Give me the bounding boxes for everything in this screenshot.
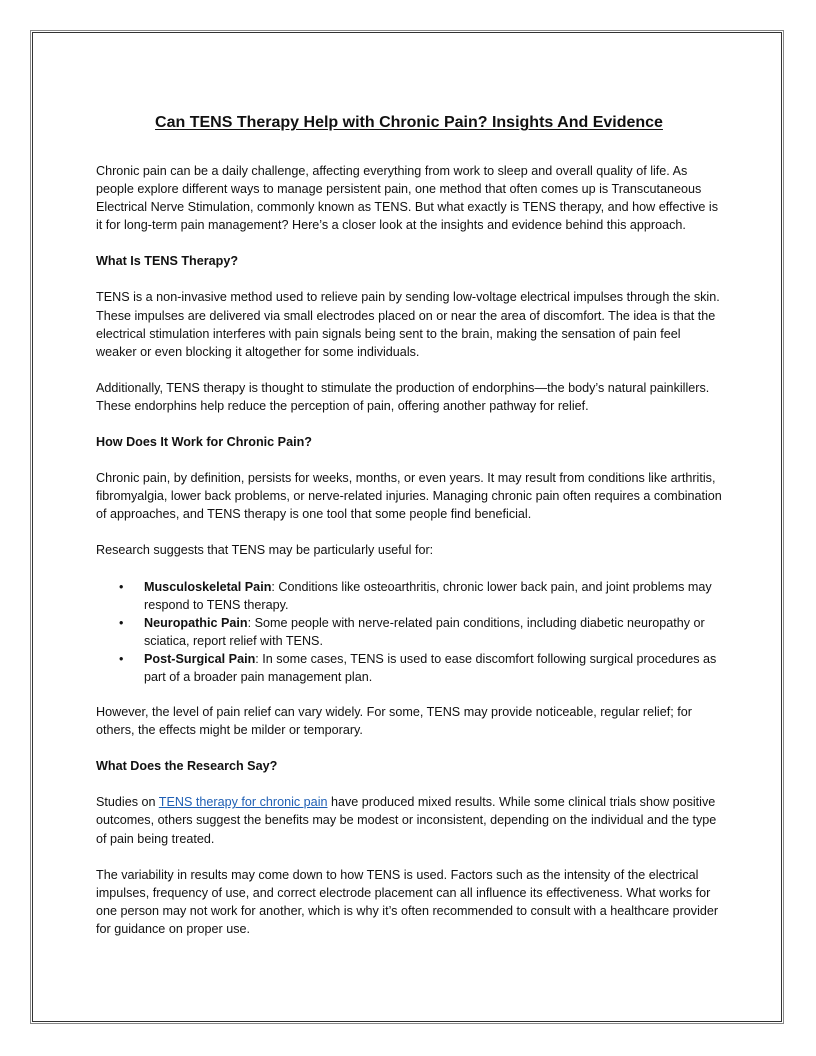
list-item-text: : In some cases, TENS is used to ease discomfort following surgical procedures as part of a broader pain management plan. xyxy=(144,651,717,684)
section2-paragraph-2: Research suggests that TENS may be particularly useful for: xyxy=(96,543,434,558)
pain-types-list xyxy=(96,578,722,687)
list-item xyxy=(96,650,722,686)
section3-text-after-link: have produced mixed results. While some clinical trials show positive outcomes, others suggest the benefits may be modest or inconsistent, depending on the individual and the type of pain being treated. xyxy=(96,795,717,846)
tens-chronic-pain-link[interactable]: TENS therapy for chronic pain xyxy=(158,795,328,810)
section2-paragraph-1: Chronic pain, by definition, persists for weeks, months, or even years. It may result from conditions like arthritis, fibromyalgia, lower back problems, or nerve-related injuries. Managing chronic pain often requires a combination of approaches, and TENS therapy is one tool that some people find beneficial. xyxy=(96,471,722,522)
list-item-term: Post-Surgical Pain xyxy=(144,651,256,666)
section-heading-research: What Does the Research Say? xyxy=(96,759,278,774)
section-heading-how-does-it-work: How Does It Work for Chronic Pain? xyxy=(96,435,312,450)
list-item-text: : Some people with nerve-related pain conditions, including diabetic neuropathy or sciatica, report relief with TENS. xyxy=(144,615,705,648)
bullet-icon: • xyxy=(119,579,124,594)
list-item-term: Neuropathic Pain xyxy=(144,615,248,630)
list-item-text: : Conditions like osteoarthritis, chronic lower back pain, and joint problems may respond to TENS therapy. xyxy=(144,579,712,612)
section2-paragraph-3: However, the level of pain relief can vary widely. For some, TENS may provide noticeable, regular relief; for others, the effects might be milder or temporary. xyxy=(96,705,692,738)
document-body xyxy=(96,112,722,956)
page-title: Can TENS Therapy Help with Chronic Pain? Insights And Evidence xyxy=(155,114,663,131)
section-heading-what-is-tens: What Is TENS Therapy? xyxy=(96,254,239,269)
bullet-icon: • xyxy=(119,615,124,630)
section1-paragraph-1: TENS is a non-invasive method used to relieve pain by sending low-voltage electrical impulses through the skin. These impulses are delivered via small electrodes placed on or near the area of discomfort. The idea is that the electrical stimulation interferes with pain signals being sent to the brain, making the sensation of pain feel weaker or even blocking it altogether for some individuals. xyxy=(96,290,720,359)
list-item xyxy=(96,614,722,650)
bullet-icon: • xyxy=(119,651,124,666)
section3-paragraph-2: The variability in results may come down to how TENS is used. Factors such as the intensity of the electrical impulses, frequency of use, and correct electrode placement can all influence its effectiveness. What works for one person may not work for another, which is why it’s often recommended to consult with a healthcare provider for guidance on proper use. xyxy=(96,867,719,936)
list-item-term: Musculoskeletal Pain xyxy=(144,579,272,594)
intro-paragraph: Chronic pain can be a daily challenge, affecting everything from work to sleep and overall quality of life. As people explore different ways to manage persistent pain, one method that often comes up is Transcutaneous Electrical Nerve Stimulation, commonly known as TENS. But what exactly is TENS therapy, and how effective is it for long-term pain management? Here’s a closer look at the insights and evidence behind this approach. xyxy=(96,164,719,233)
section1-paragraph-2: Additionally, TENS therapy is thought to stimulate the production of endorphins—the body’s natural painkillers. These endorphins help reduce the perception of pain, offering another pathway for relief. xyxy=(96,380,710,413)
section3-text-before-link: Studies on xyxy=(96,795,159,810)
section3-paragraph-1 xyxy=(96,793,722,847)
list-item xyxy=(96,578,722,614)
